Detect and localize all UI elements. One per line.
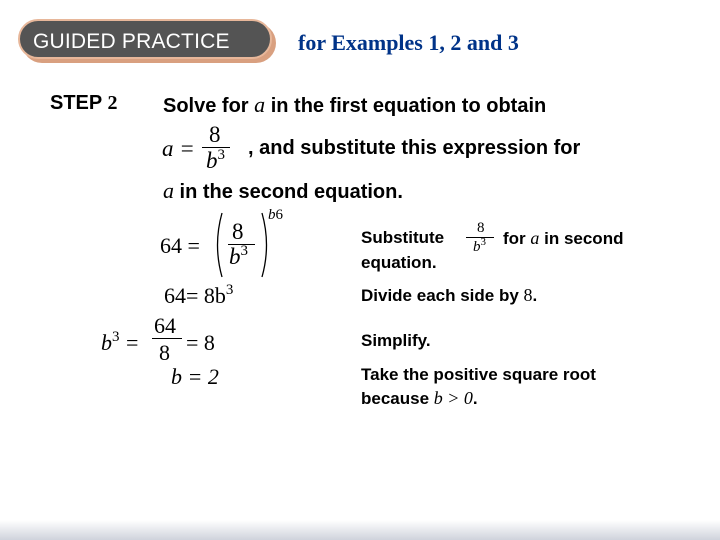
- eq1-lhs: 64 =: [160, 233, 200, 258]
- eq4: b = 2: [171, 364, 219, 389]
- bottom-gradient-bar: [0, 520, 720, 540]
- frac-denominator: $b^3$: [206, 147, 225, 173]
- var-a: a: [254, 92, 266, 117]
- eq2: $64= 8b^3$: [164, 282, 234, 308]
- eq3-numerator: 64: [154, 313, 176, 338]
- eq3-result: = 8: [186, 330, 215, 355]
- banner-label: GUIDED PRACTICE: [33, 30, 230, 53]
- eq3-denominator: 8: [159, 340, 170, 365]
- frac-numerator: 8: [209, 122, 221, 147]
- intro-line-3: a in the second equation.: [163, 178, 403, 203]
- intro-line-1: Solve for a in the first equation to obtain: [163, 92, 547, 117]
- eq1-outer-exponent: b6: [268, 207, 283, 223]
- note1-line2: equation.: [361, 253, 437, 272]
- note1-prefix: Substitute: [361, 228, 445, 247]
- note4-line1: Take the positive square root: [361, 365, 596, 384]
- note1-numerator: 8: [477, 220, 485, 236]
- note4-line2: because b > 0.: [361, 388, 478, 408]
- step-number: 2: [107, 92, 118, 114]
- eq1-numerator: 8: [232, 219, 244, 244]
- eq3-equals: =: [126, 330, 139, 355]
- note1-fraction-bar: [466, 237, 494, 238]
- note2: Divide each side by 8.: [361, 285, 538, 305]
- eq-lhs-a: a =: [162, 136, 195, 161]
- eq3-lhs: $b^3$: [101, 329, 120, 355]
- note3: Simplify.: [361, 331, 431, 350]
- intro-line-2: , and substitute this expression for: [248, 137, 581, 159]
- eq3-fraction-bar: [152, 338, 182, 339]
- step-word: STEP: [50, 92, 102, 114]
- eq1-denominator: $b^3$: [229, 243, 248, 269]
- note1-denominator: $b^3$: [473, 236, 486, 255]
- header-title: for Examples 1, 2 and 3: [298, 30, 519, 55]
- note1-rest: for a in second: [503, 228, 624, 248]
- step-label: [50, 92, 117, 115]
